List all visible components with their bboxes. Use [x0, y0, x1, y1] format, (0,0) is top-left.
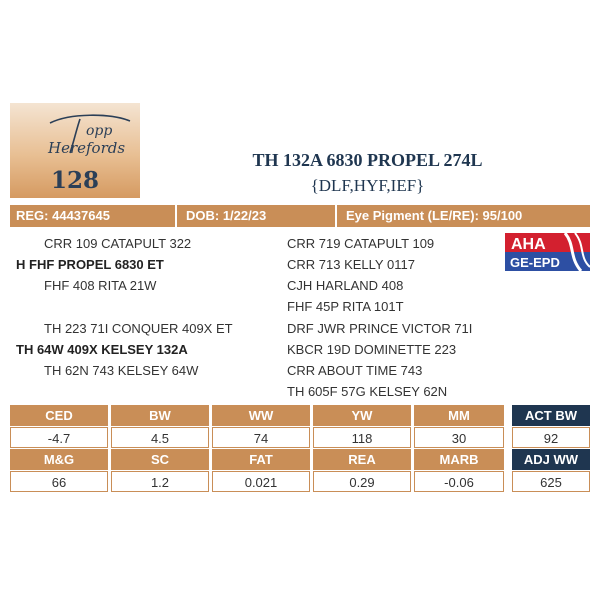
- animal-name: TH 132A 6830 PROPEL 274L: [252, 150, 483, 170]
- pedigree-dam-dam: TH 62N 743 KELSEY 64W: [44, 363, 199, 378]
- epd-header-marb: MARB: [414, 449, 504, 470]
- pedigree-dam: TH 64W 409X KELSEY 132A: [16, 342, 188, 357]
- epd-value-mm: 30: [414, 427, 504, 448]
- epd-value-sc: 1.2: [111, 471, 209, 492]
- epd-header-fat: FAT: [212, 449, 310, 470]
- registration-number: REG: 44437645: [16, 208, 110, 223]
- epd-value-yw: 118: [313, 427, 411, 448]
- pedigree-sire-dam: FHF 408 RITA 21W: [44, 278, 157, 293]
- pedigree-dam-sire: TH 223 71I CONQUER 409X ET: [44, 321, 233, 336]
- pedigree-ancestor: DRF JWR PRINCE VICTOR 71I: [287, 321, 473, 336]
- pedigree-ancestor: CRR 713 KELLY 0117: [287, 257, 415, 272]
- lot-number: 128: [50, 167, 99, 194]
- epd-value-mg: 66: [10, 471, 108, 492]
- epd-header-bw: BW: [111, 405, 209, 426]
- pedigree-ancestor: CRR ABOUT TIME 743: [287, 363, 423, 378]
- registration-bar: [10, 205, 590, 227]
- pedigree-ancestor: CJH HARLAND 408: [287, 278, 404, 293]
- pedigree-sire: H FHF PROPEL 6830 ET: [16, 257, 164, 272]
- pedigree-ancestor: CRR 719 CATAPULT 109: [287, 236, 435, 251]
- epd-value-bw: 4.5: [111, 427, 209, 448]
- svg-text:Herefords: Herefords: [48, 139, 126, 157]
- svg-text:GE-EPD: GE-EPD: [510, 255, 560, 270]
- aha-ge-epd-badge-icon: [505, 233, 590, 271]
- epd-header-mm: MM: [414, 405, 504, 426]
- divider: [175, 205, 177, 227]
- epd-value-ww: 74: [212, 427, 310, 448]
- date-of-birth: DOB: 1/22/23: [186, 208, 267, 223]
- farm-logo: [10, 103, 140, 198]
- adj-ww-value: 625: [512, 471, 590, 492]
- epd-header-yw: YW: [313, 405, 411, 426]
- pedigree-sire-sire: CRR 109 CATAPULT 322: [44, 236, 192, 251]
- epd-header-ww: WW: [212, 405, 310, 426]
- epd-header-rea: REA: [313, 449, 411, 470]
- pedigree-ancestor: KBCR 19D DOMINETTE 223: [287, 342, 457, 357]
- epd-value-rea: 0.29: [313, 471, 411, 492]
- epd-header-mg: M&G: [10, 449, 108, 470]
- adj-ww-label: ADJ WW: [512, 449, 590, 470]
- genetic-codes: {DLF,HYF,IEF}: [310, 176, 425, 195]
- topp-herefords-logo-icon: [40, 111, 136, 163]
- svg-text:opp: opp: [86, 123, 113, 139]
- epd-value-fat: 0.021: [212, 471, 310, 492]
- epd-value-ced: -4.7: [10, 427, 108, 448]
- pedigree-ancestor: FHF 45P RITA 101T: [287, 299, 404, 314]
- svg-text:AHA: AHA: [511, 236, 546, 253]
- act-bw-value: 92: [512, 427, 590, 448]
- epd-header-ced: CED: [10, 405, 108, 426]
- pedigree-ancestor: TH 605F 57G KELSEY 62N: [287, 384, 448, 399]
- eye-pigment: Eye Pigment (LE/RE): 95/100: [346, 208, 523, 223]
- epd-value-marb: -0.06: [414, 471, 504, 492]
- act-bw-label: ACT BW: [512, 405, 590, 426]
- epd-header-sc: SC: [111, 449, 209, 470]
- divider: [335, 205, 337, 227]
